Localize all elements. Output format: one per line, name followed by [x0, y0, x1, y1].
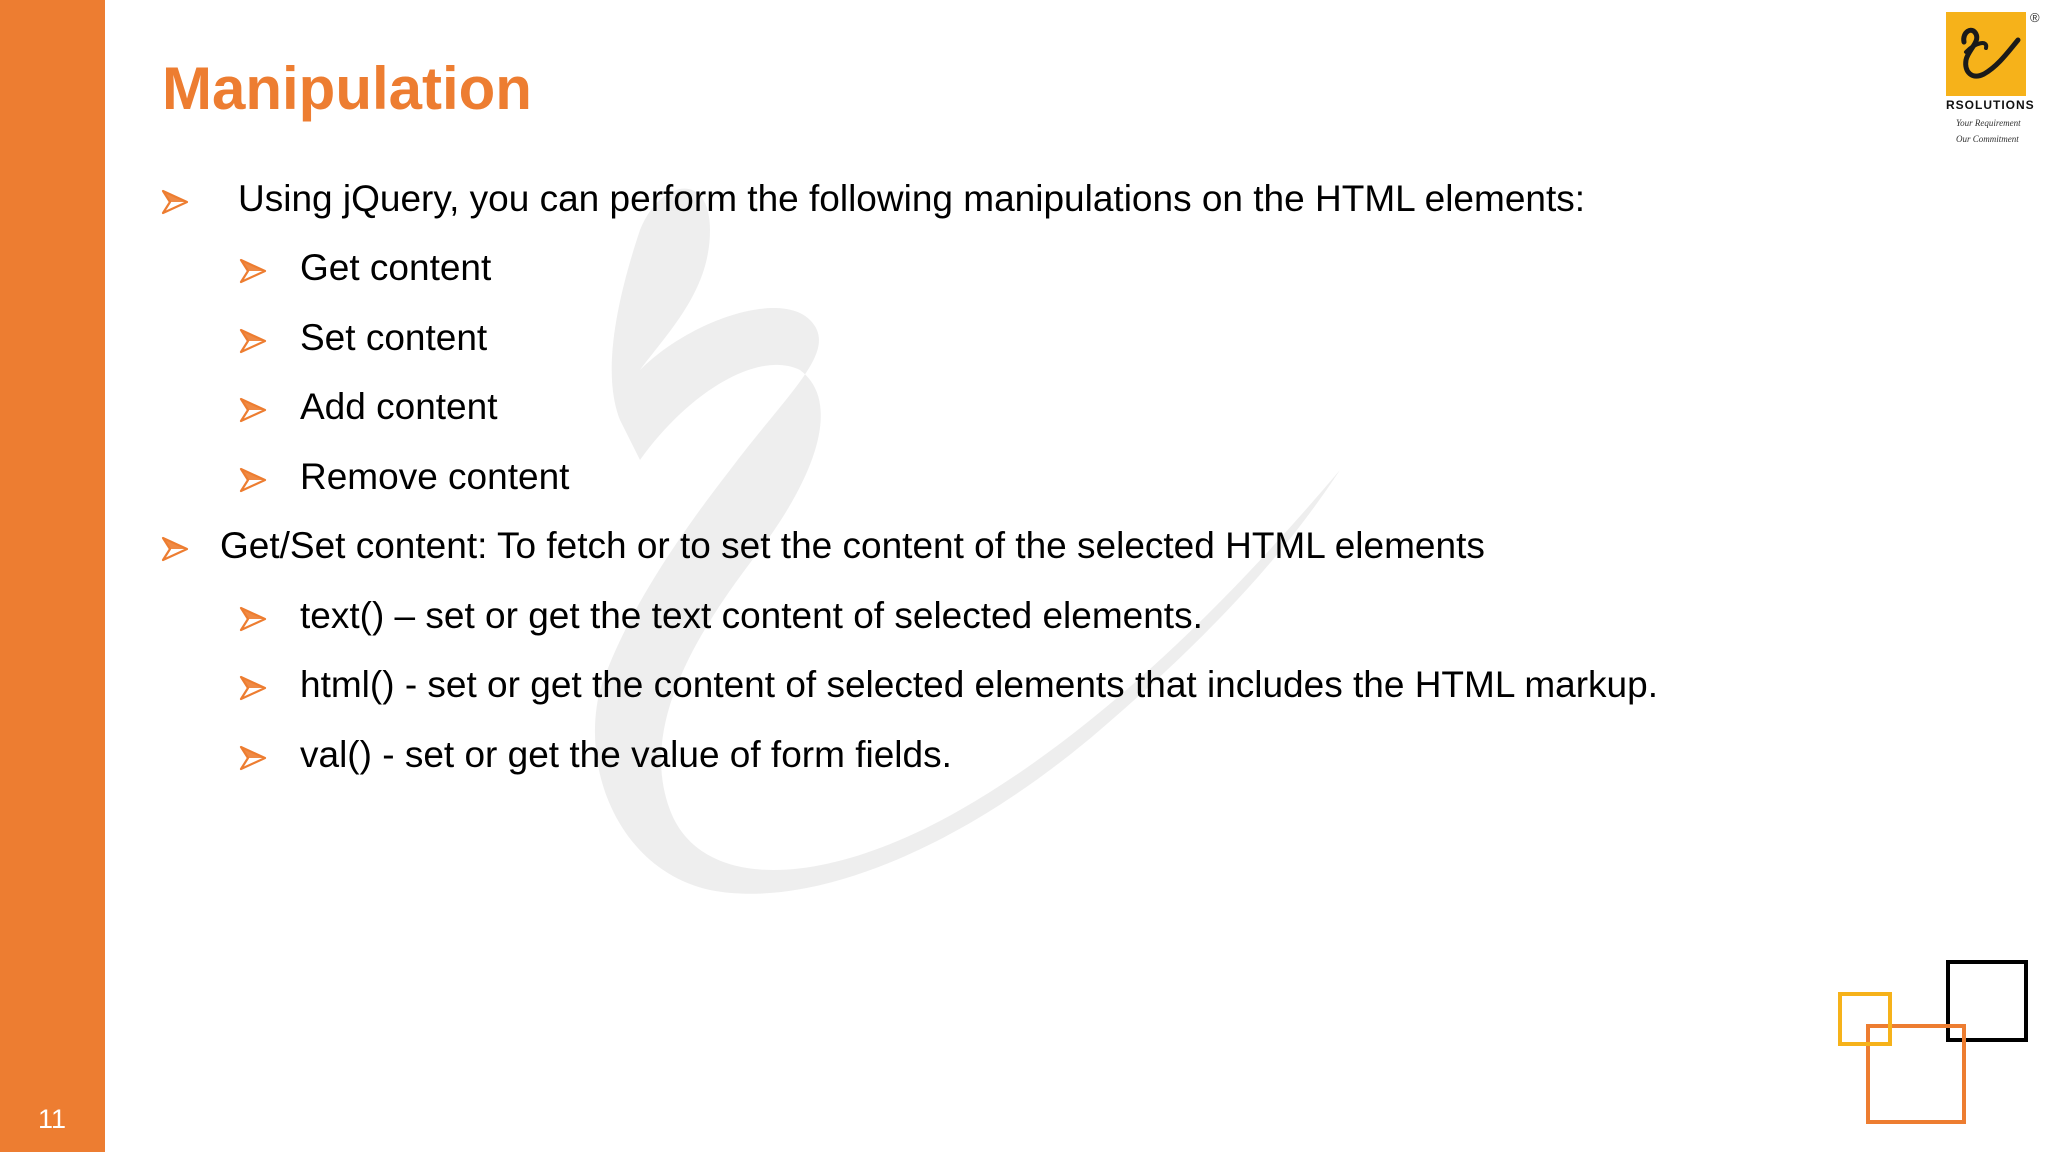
slide-number: 11: [38, 1104, 67, 1134]
arrow-bullet-icon: [238, 323, 268, 353]
arrow-bullet-icon: [238, 670, 268, 700]
bullet-list: [160, 164, 1960, 790]
sub-bullet-item: [160, 720, 1960, 790]
sub-bullet-item: [160, 373, 1960, 443]
bullet-text: Add content: [300, 386, 498, 428]
bullet-text: Set content: [300, 316, 488, 358]
deco-square-black: [1948, 962, 2026, 1040]
bullet-text: html() - set or get the content of selected elements that includes the HTML markup.: [300, 664, 1658, 706]
arrow-bullet-icon: [238, 253, 268, 283]
bullet-text: Get/Set content: To fetch or to set the content of the selected HTML elements: [220, 525, 1485, 567]
logo-tagline-1: Your Requirement: [1956, 118, 2021, 128]
company-logo: [1946, 10, 2038, 150]
slide-title: Manipulation: [162, 55, 532, 122]
logo-tagline-2: Our Commitment: [1956, 134, 2019, 144]
sub-bullet-item: [160, 581, 1960, 651]
sub-bullet-item: [160, 234, 1960, 304]
arrow-bullet-icon: [160, 531, 190, 561]
registered-mark: ®: [2030, 10, 2040, 25]
bullet-text: Remove content: [300, 455, 570, 497]
logo-name: RSOLUTIONS: [1946, 98, 2035, 112]
deco-square-yellow: [1840, 994, 1890, 1044]
sub-bullet-item: [160, 303, 1960, 373]
arrow-bullet-icon: [238, 462, 268, 492]
bullet-text: val() - set or get the value of form fields.: [300, 733, 952, 775]
bullet-item: [160, 164, 1960, 234]
logo-badge: [1946, 12, 2026, 96]
left-accent-bar: [0, 0, 105, 1152]
script-r-logo-icon: [1946, 12, 2026, 96]
bullet-text: Using jQuery, you can perform the following manipulations on the HTML elements:: [238, 177, 1586, 219]
bullet-item: [160, 512, 1960, 582]
arrow-bullet-icon: [238, 392, 268, 422]
arrow-bullet-icon: [160, 184, 190, 214]
arrow-bullet-icon: [238, 601, 268, 631]
squares-decoration: [1836, 960, 2036, 1130]
bullet-text: text() – set or get the text content of selected elements.: [300, 594, 1203, 636]
bullet-text: Get content: [300, 247, 492, 289]
sub-bullet-item: [160, 442, 1960, 512]
sub-bullet-item: [160, 651, 1960, 721]
arrow-bullet-icon: [238, 740, 268, 770]
